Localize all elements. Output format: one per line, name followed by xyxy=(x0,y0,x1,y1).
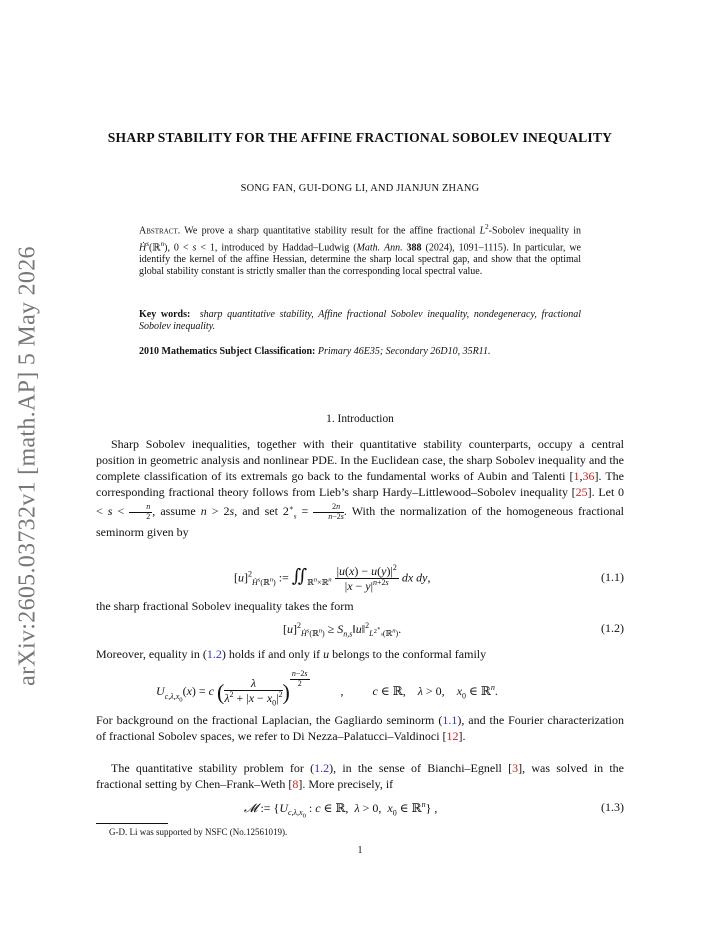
paper-authors: SONG FAN, GUI-DONG LI, AND JIANJUN ZHANG xyxy=(240,183,480,194)
abstract-label: Abstract. xyxy=(139,225,181,237)
equation-conformal-family: $U_{c,\lambda,x_0}(x) = c$ ( $\frac{\lambda}{\lambda^2 + |x - x_0|^2}$ ) $^{\frac{n-2s}{2}}$ , c ∈ ℝ, λ > 0, $x_0$ ∈ ℝ$^n$. xyxy=(156,669,498,708)
keywords-label: Key words: xyxy=(139,309,191,320)
intro-paragraph-2: the sharp fractional Sobolev inequality takes the form xyxy=(96,599,354,613)
equation-1-1: $[u]^2_{Ḣ^s(ℝ^n)}$ := $∬_{ℝ^n\times ℝ^n}$ $\frac{|u(x) - u(y)|^2}{|x - y|^{n+2s}}$ dx dy, (1.1) xyxy=(234,563,624,594)
eq-number-1-3: (1.3) xyxy=(601,800,624,814)
msc-label: 2010 Mathematics Subject Classification: xyxy=(139,346,316,357)
intro-paragraph-3: Moreover, equality in (1.2) holds if and only if u belongs to the conformal family xyxy=(96,647,487,661)
page-number: 1 xyxy=(357,845,363,856)
eq-number-1-2: (1.2) xyxy=(601,621,624,635)
paper-title: SHARP STABILITY FOR THE AFFINE FRACTIONAL SOBOLEV INEQUALITY xyxy=(107,130,613,145)
keywords xyxy=(139,309,581,333)
footnote-rule xyxy=(96,823,168,824)
footnote: G-D. Li was supported by NSFC (No.12561019). xyxy=(109,827,288,837)
arxiv-stamp: arXiv:2605.03732v1 [math.AP] 5 May 2026 xyxy=(14,246,41,686)
msc xyxy=(139,346,581,358)
keywords-text: sharp quantitative stability, Affine fractional Sobolev inequality, nondegeneracy, fractional Sobolev inequality. xyxy=(139,309,581,333)
abstract: Abstract. We prove a sharp quantitative stability result for the affine fractional $L^2$-Sobolev inequality in Ḣ$^s$(ℝ$^n$), 0 < s < 1, introduced by Haddad–Ludwig (Math. Ann. 388 (2024), 1091–1115). In particular, we identify the kernel of the affine Hessian, determine the sharp local spectral gap, and show that the optimal global stability constant is strictly smaller than the corresponding local spectral value. xyxy=(139,223,581,278)
intro-paragraph-5: The quantitative stability problem for (1.2), in the sense of Bianchi–Egnell [3], was solved in the fractional setting by Chen–Frank–Weth [8]. More precisely, if xyxy=(96,761,625,791)
section-title: 1. Introduction xyxy=(326,413,394,425)
intro-paragraph-4: For background on the fractional Laplacian, the Gagliardo seminorm (1.1), and the Fourier characterization of fractional Sobolev spaces, we refer to Di Nezza–Palatucci–Valdinoci [12]. xyxy=(96,713,624,743)
equation-1-2: $[u]^2_{Ḣ^s(ℝ^n)}$ ≥ $S_{n,s}‖u‖^2_{L^{2^∗_s}(ℝ^n)}$. (1.2) xyxy=(283,621,624,639)
equation-1-3: 𝓜 := {$U_{c,\lambda,x_0}$ : c ∈ ℝ, λ > 0, $x_0$ ∈ ℝ$^n$} , (1.3) xyxy=(244,800,624,820)
eq-number-1-1: (1.1) xyxy=(601,570,624,584)
msc-text: Primary 46E35; Secondary 26D10, 35R11. xyxy=(317,346,491,357)
intro-paragraph-1: Sharp Sobolev inequalities, together with their quantitative stability counterparts, occupy a central position in geometric analysis and nonlinear PDE. In the Euclidean case, the sharp Sobolev inequality and the complete classification of its extremals go back to the fundamental works of Aubin and Talenti [1,36]. The corresponding fractional theory follows from Lieb’s sharp Hardy–Littlewood–Sobolev inequality [25]. Let 0 < s < $\frac{n}{2}$ , assume n > 2s, and set $2^∗_s$ = $\frac{2n}{n-2s}$ . With the normalization of the homogeneous fractional seminorm given by xyxy=(96,437,624,540)
